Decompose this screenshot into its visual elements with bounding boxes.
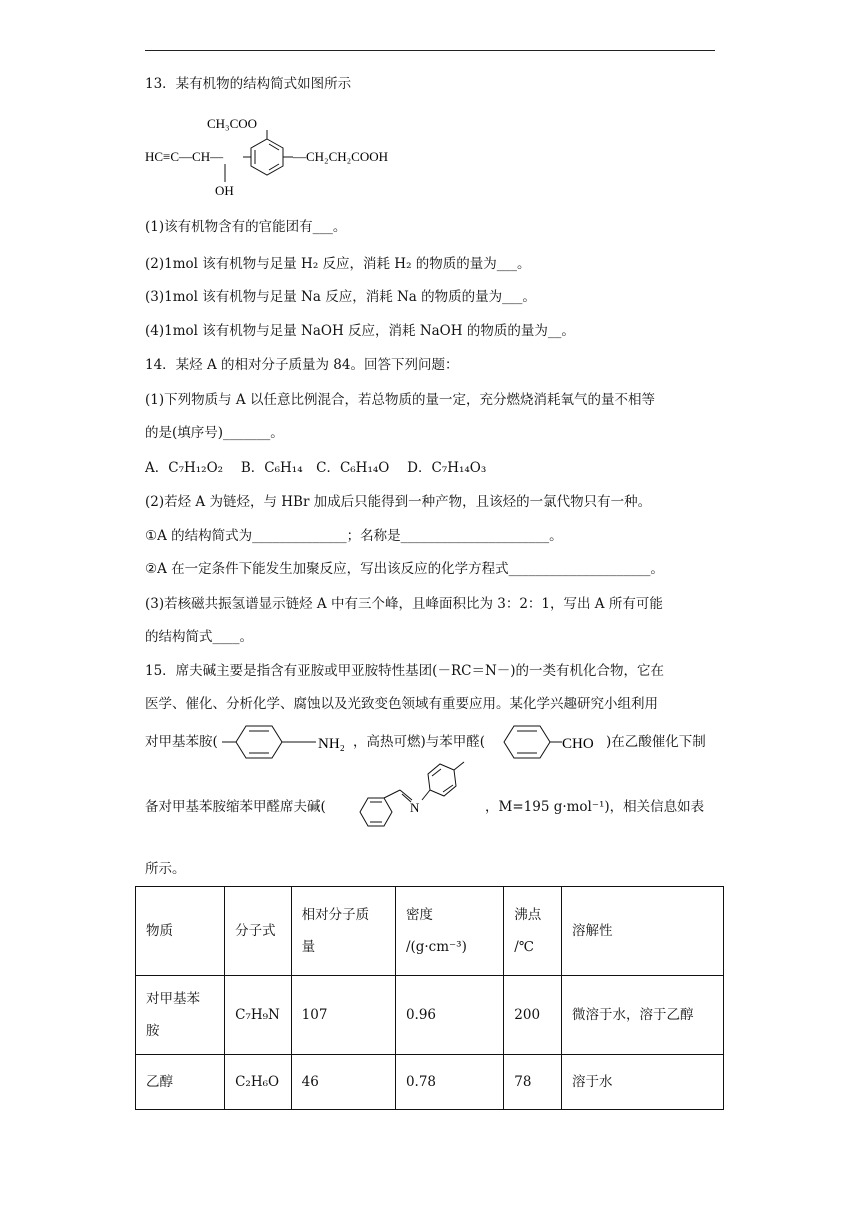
q14-part1-line1: (1)下列物质与 A 以任意比例混合，若总物质的量一定，充分燃烧消耗氧气的量不相等 — [145, 392, 655, 408]
table-cell: 107 — [291, 976, 395, 1055]
q14-title: 14．某烃 A 的相对分子质量为 84。回答下列问题： — [145, 357, 459, 373]
q15-line3-mid: ，高热可燃)与苯甲醛( — [353, 734, 486, 750]
header-rule — [145, 50, 715, 51]
q15-line3-end: )在乙酸催化下制 — [606, 734, 706, 750]
q14-part3-line2: 的结构简式____。 — [145, 629, 253, 645]
q13-part1: (1)该有机物含有的官能团有___。 — [145, 219, 347, 235]
struct-top-label: CH₃COO — [207, 116, 258, 131]
schiff-base-structure — [350, 760, 480, 840]
nh2-label: NH₂ — [318, 736, 345, 752]
table-cell: C₇H₉N — [225, 976, 292, 1055]
q13-title: 13．某有机物的结构简式如图所示 — [145, 76, 352, 92]
struct-left-label: HC≡C—CH— — [145, 149, 224, 164]
benzaldehyde-structure — [496, 720, 606, 764]
q15-line4-start: 备对甲基苯胺缩苯甲醛席夫碱( — [145, 799, 326, 815]
table-header-cell: 相对分子质 量 — [291, 887, 395, 976]
table-cell: C₂H₆O — [225, 1055, 292, 1110]
struct-right-label: —CH₂CH₂COOH — [293, 149, 389, 164]
q14-part3-line1: (3)若核磁共振氢谱显示链烃 A 中有三个峰，且峰面积比为 3：2：1，写出 A 所有可能 — [145, 596, 663, 612]
q15-line1: 15．席夫碱主要是指含有亚胺或甲亚胺特性基团(－RC＝N－)的一类有机化合物，它在 — [145, 663, 665, 679]
table-cell: 200 — [504, 976, 562, 1055]
table-cell: 78 — [504, 1055, 562, 1110]
q14-part1-line2: 的是(填序号)_______。 — [145, 425, 284, 441]
q14-part2b: ②A 在一定条件下能发生加聚反应，写出该反应的化学方程式_____________________。 — [145, 561, 664, 577]
table-header-cell: 密度 /(g·cm⁻³) — [395, 887, 503, 976]
benzene-ring-shape — [251, 139, 283, 175]
q15-line4-end: ，M=195 g·mol⁻¹)，相关信息如表 — [485, 799, 705, 815]
struct-bottom-label: OH — [215, 183, 234, 198]
schiff-n-label: N — [410, 800, 420, 815]
q13-part4: (4)1mol 该有机物与足量 NaOH 反应，消耗 NaOH 的物质的量为__。 — [145, 323, 575, 339]
table-cell: 微溶于水，溶于乙醇 — [561, 976, 723, 1055]
toluidine-structure — [222, 720, 362, 764]
q13-part2: (2)1mol 该有机物与足量 H₂ 反应，消耗 H₂ 的物质的量为___。 — [145, 256, 531, 272]
q13-part3: (3)1mol 该有机物与足量 Na 反应，消耗 Na 的物质的量为___。 — [145, 289, 536, 305]
table-header-cell: 分子式 — [225, 887, 292, 976]
table-cell: 乙醇 — [136, 1055, 225, 1110]
q14-options: A．C₇H₁₂O₂ B．C₆H₁₄ C．C₆H₁₄O D．C₇H₁₄O₃ — [145, 460, 487, 476]
table-header-cell: 物质 — [136, 887, 225, 976]
q13-structure-diagram — [140, 108, 430, 203]
table-header-row — [136, 887, 724, 976]
table-cell: 对甲基苯 胺 — [136, 976, 225, 1055]
q15-line2: 医学、催化、分析化学、腐蚀以及光致变色领域有重要应用。某化学兴趣研究小组利用 — [145, 696, 658, 712]
properties-table — [135, 886, 724, 1110]
table-cell: 溶于水 — [561, 1055, 723, 1110]
table-header-cell: 沸点 /℃ — [504, 887, 562, 976]
table-row — [136, 976, 724, 1055]
q15-line3-start: 对甲基苯胺( — [145, 734, 218, 750]
cho-label: CHO — [562, 736, 594, 752]
table-cell: 0.78 — [395, 1055, 503, 1110]
table-cell: 46 — [291, 1055, 395, 1110]
q14-part2: (2)若烃 A 为链烃，与 HBr 加成后只能得到一种产物，且该烃的一氯代物只有一种。 — [145, 494, 652, 510]
table-row — [136, 1055, 724, 1110]
table-header-cell: 溶解性 — [561, 887, 723, 976]
table-cell: 0.96 — [395, 976, 503, 1055]
q15-line5: 所示。 — [145, 861, 186, 877]
q14-part2a: ①A 的结构简式为______________；名称是______________________。 — [145, 528, 563, 544]
